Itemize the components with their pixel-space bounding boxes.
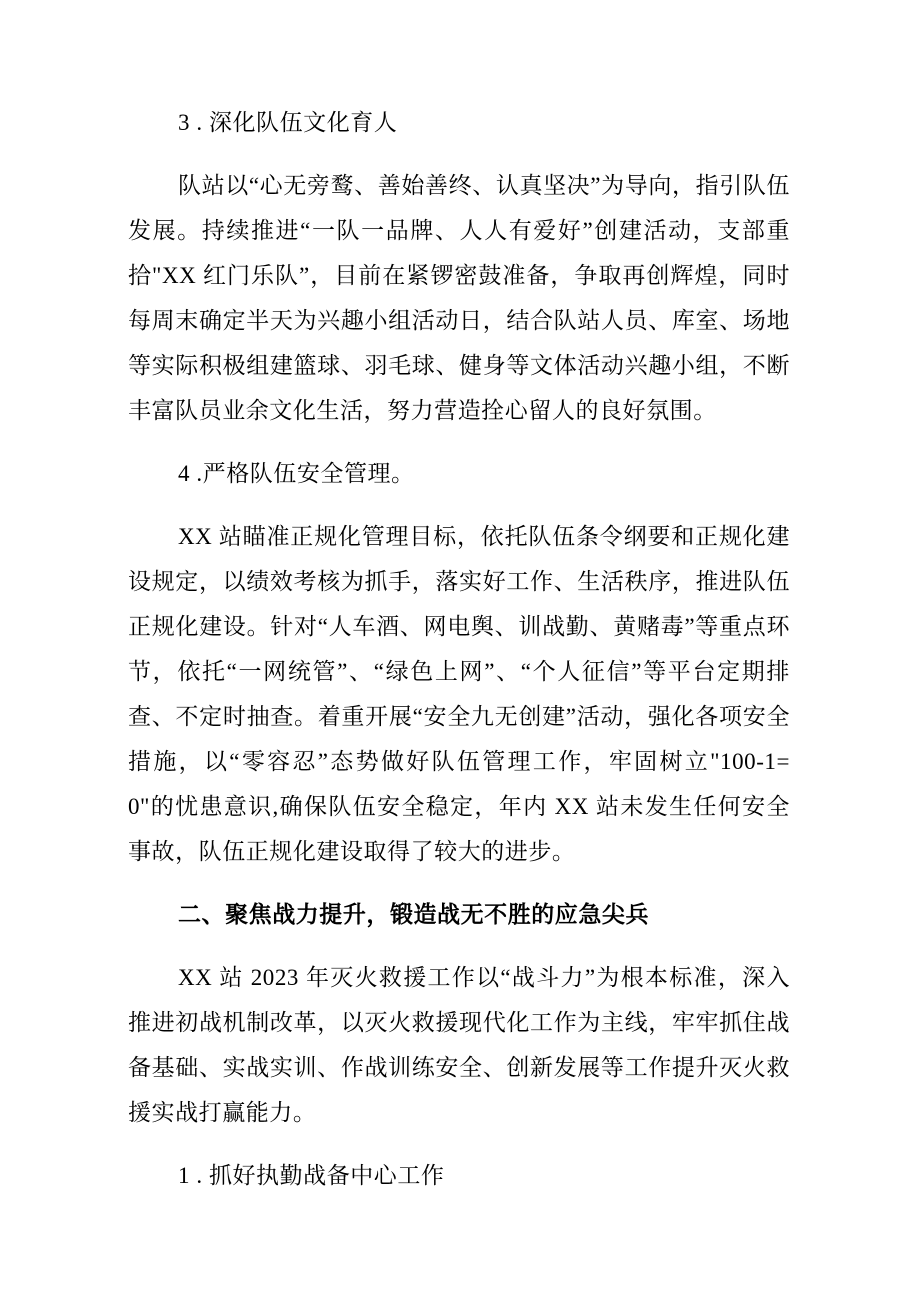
heading-4-safety-management: 4 .严格队伍安全管理。 [178, 461, 415, 486]
paragraph-safety-management: XX 站瞄准正规化管理目标，依托队伍条令纲要和正规化建设规定，以绩效考核为抓手，落实好工作、生活秩序，推进队伍正规化建设。针对“人车酒、网电舆、训战勤、黄赌毒”等重点环节，依托“一网统管”、“绿色上网”、“个人征信”等平台定期排查、不定时抽查。着重开展“安全九无创建”活动，强化各项安全措施，以“零容忍”态势做好队伍管理工作，牢固树立"100-1=0"的忧患意识,确保队伍安全稳定，年内 XX 站未发生任何安全事故，队伍正规化建设取得了较大的进步。 [128, 524, 790, 864]
heading-section-two-combat-power: 二、聚焦战力提升，锻造战无不胜的应急尖兵 [178, 902, 649, 927]
heading-1-duty-readiness: 1 . 抓好执勤战备中心工作 [178, 1163, 445, 1188]
paragraph-team-culture: 队站以“心无旁鹜、善始善终、认真坚决”为导向，指引队伍发展。持续推进“一队一品牌、人人有爱好”创建活动，支部重拾"XX 红门乐队”，目前在紧锣密鼓准备，争取再创辉煌，同时每周末确定半天为兴趣小组活动日，结合队站人员、库室、场地等实际积极组建篮球、羽毛球、健身等文体活动兴趣小组，不断丰富队员业余文化生活，努力营造拴心留人的良好氛围。 [128, 173, 790, 423]
paragraph-combat-overview: XX 站 2023 年灭火救援工作以“战斗力”为根本标准，深入推进初战机制改革，以灭火救援现代化工作为主线，牢牢抓住战备基础、实战实训、作战训练安全、创新发展等工作提升灭火救援实战打赢能力。 [128, 965, 790, 1125]
heading-3-team-culture: 3 . 深化队伍文化育人 [178, 110, 398, 135]
